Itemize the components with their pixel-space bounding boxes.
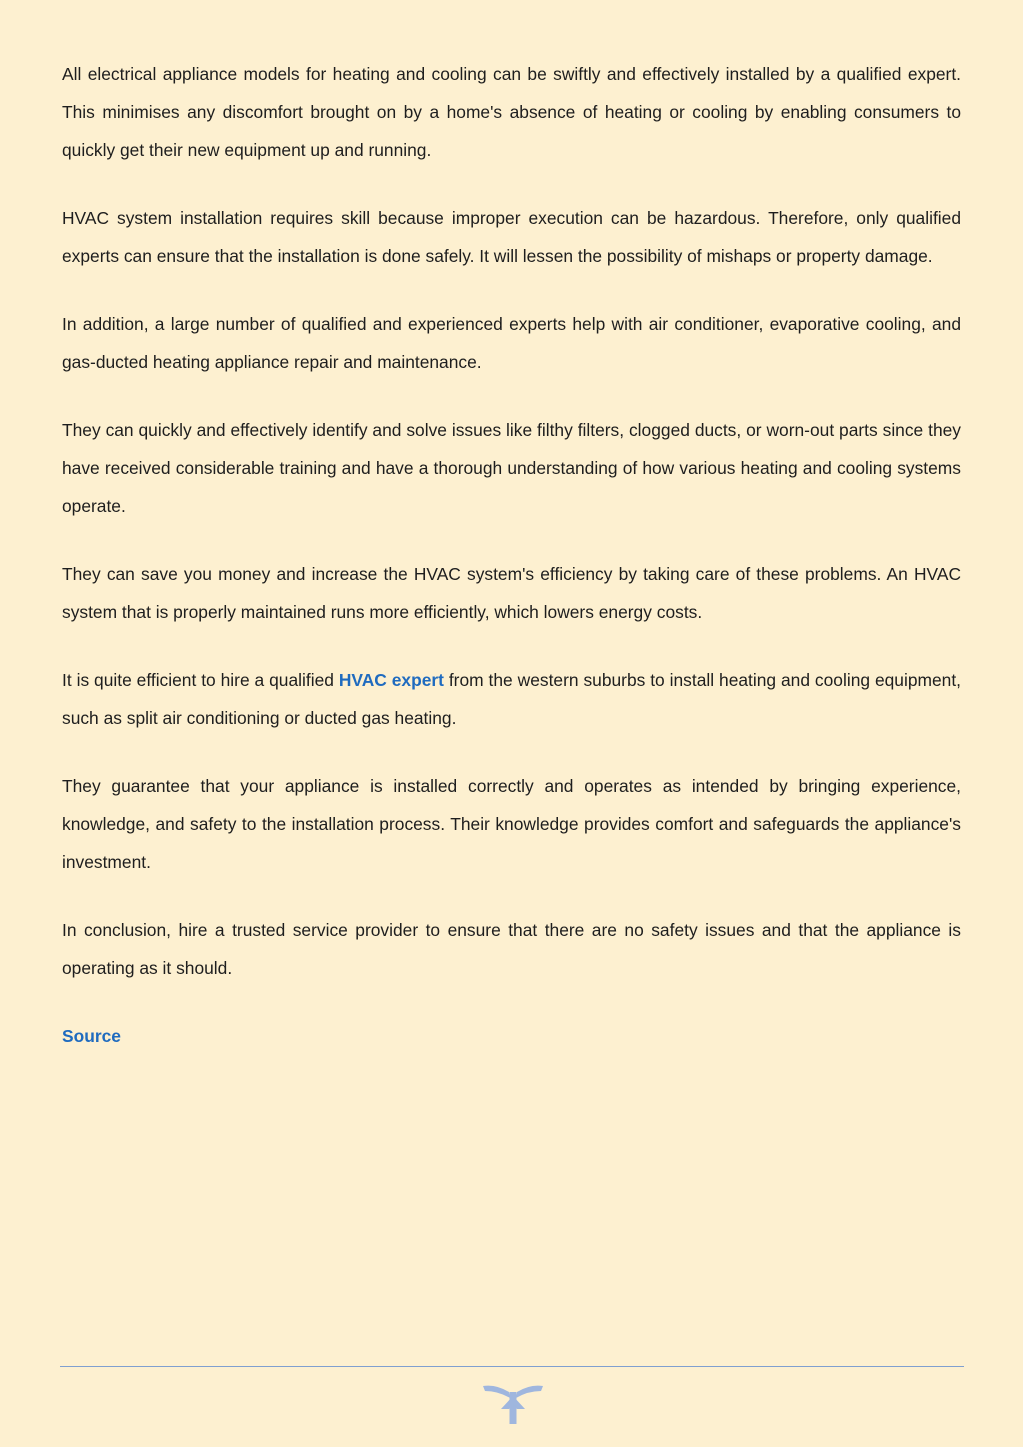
footer-divider [60,1366,964,1367]
paragraph-5: They can save you money and increase the HVAC system's efficiency by taking care of these problems. An HVAC system that is properly maintained runs more efficiently, which lowers energy costs. [62,563,961,622]
hvac-expert-link[interactable]: HVAC expert [338,670,444,691]
paragraph-3: In addition, a large number of qualified and experienced experts help with air conditioner, evaporative cooling, and gas-ducted heating appliance repair and maintenance. [62,313,961,372]
source-link[interactable]: Source [62,1026,121,1047]
paragraph-8: In conclusion, hire a trusted service provider to ensure that there are no safety issues and that the appliance is operating as it should. [62,920,961,978]
paragraph-6-text-after: from the western suburbs to install heating and cooling equipment, such as split air conditioning or ducted gas heating. [62,670,961,728]
paragraph-4: They can quickly and effectively identify and solve issues like filthy filters, clogged ducts, or worn-out parts since they have received considerable training and have a thorough understanding of how various heating and cooling systems operate. [62,420,961,516]
paragraph-7: They guarantee that your appliance is installed correctly and operates as intended by bringing experience, knowledge, and safety to the installation process. Their knowledge provides comfort and safeguards the appliance's investment. [62,776,961,872]
paragraph-1: All electrical appliance models for heating and cooling can be swiftly and effectively installed by a qualified expert. This minimises any discomfort brought on by a home's absence of heating or cooling by enabling consumers to quickly get their new equipment up and running. [62,64,961,160]
document-body [62,56,961,1056]
airflow-logo-icon [482,1382,544,1426]
paragraph-2: HVAC system installation requires skill because improper execution can be hazardous. Therefore, only qualified experts can ensure that the installation is done safely. It will lessen the possibility of mishaps or property damage. [62,207,961,266]
paragraph-6 [62,662,961,738]
paragraph-6-text-before: It is quite efficient to hire a qualified [62,670,339,691]
